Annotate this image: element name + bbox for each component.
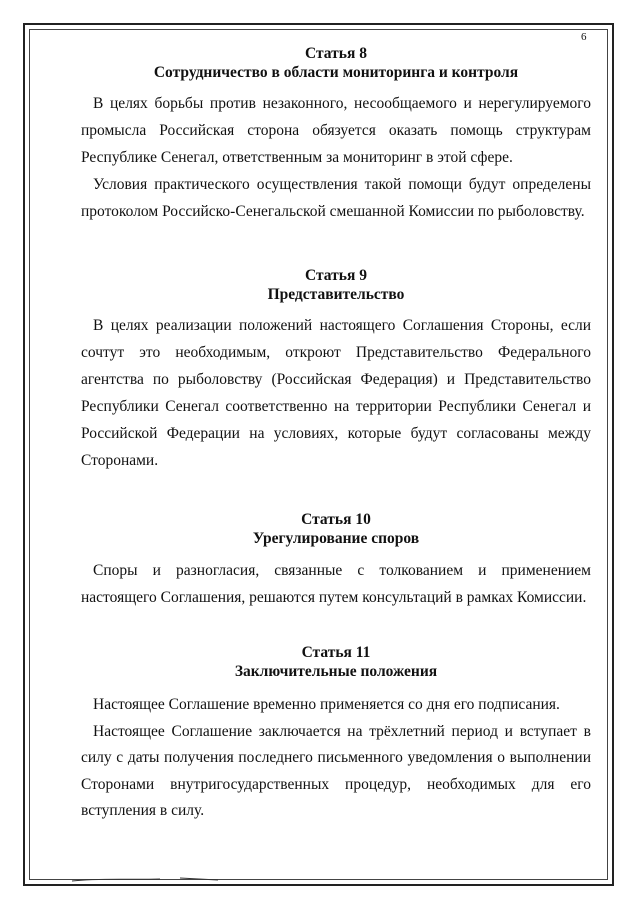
- article-11-paragraph-2: Настоящее Соглашение заключается на трёхлетний период и вступает в силу с даты получения последнего письменного уведомления о выполнении Сторонами внутригосударственных процедур, необходимых для его вступления в силу.: [81, 722, 591, 819]
- pen-mark: [70, 874, 220, 884]
- article-10-subtitle: Урегулирование споров: [252, 530, 420, 547]
- page-number: 6: [581, 31, 587, 43]
- article-8-paragraph-1: В целях борьбы против незаконного, несообщаемого и нерегулируемого промысла Российская сторона обязуется оказать помощь структурам Республике Сенегал, ответственным за мониторинг в этой сфере.: [81, 95, 591, 166]
- article-8-title: Статья 8: [305, 45, 367, 62]
- article-8-subtitle: Сотрудничество в области мониторинга и контроля: [153, 64, 519, 81]
- article-10-title: Статья 10: [301, 511, 371, 528]
- article-9: [81, 266, 591, 474]
- article-11-title: Статья 11: [301, 644, 371, 661]
- article-11: [81, 643, 591, 825]
- article-8: [81, 44, 591, 225]
- article-9-paragraph-1: В целях реализации положений настоящего Соглашения Стороны, если сочтут это необходимым, откроют Представительство Федерального агентства по рыболовству (Российская Федерация) и Представительство Республики Сенегал соответственно на территории Республики Сенегал и Российской Федерации на условиях, которые будут согласованы между Сторонами.: [81, 317, 591, 469]
- article-11-subtitle: Заключительные положения: [234, 663, 438, 680]
- article-9-heading: [81, 266, 591, 304]
- article-8-paragraph-2: Условия практического осуществления такой помощи будут определены протоколом Российско-Сенегальской смешанной Комиссии по рыболовству.: [81, 176, 591, 220]
- article-10: [81, 510, 591, 611]
- article-11-heading: [81, 643, 591, 681]
- article-11-paragraph-1: Настоящее Соглашение временно применяется со дня его подписания.: [93, 696, 560, 713]
- article-10-paragraph-1: Споры и разногласия, связанные с толкованием и применением настоящего Соглашения, решаются путем консультаций в рамках Комиссии.: [81, 562, 591, 606]
- document-body: [81, 44, 591, 825]
- article-10-heading: [81, 510, 591, 548]
- article-9-subtitle: Представительство: [267, 286, 405, 303]
- article-8-heading: [81, 44, 591, 82]
- article-9-title: Статья 9: [305, 267, 367, 284]
